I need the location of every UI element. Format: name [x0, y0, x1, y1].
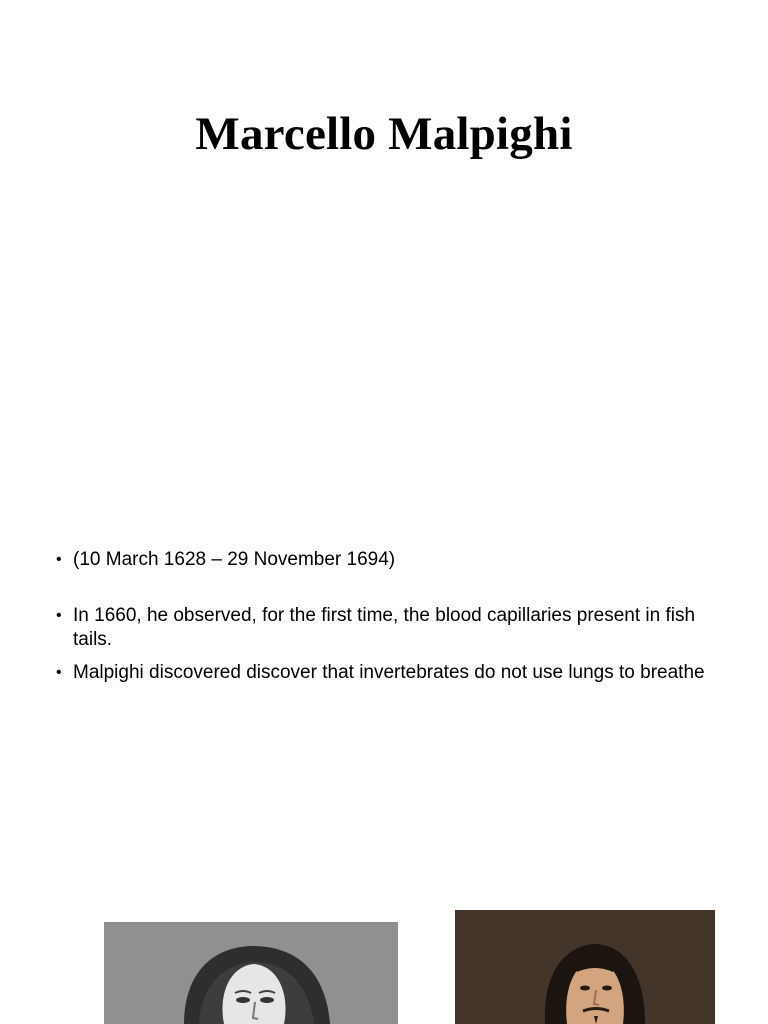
bullet-icon: • — [56, 607, 62, 624]
portrait-painting-image — [455, 910, 715, 1024]
bullet-item — [56, 604, 716, 652]
bullet-icon: • — [56, 664, 62, 681]
bullet-text: Malpighi discovered discover that invertebrates do not use lungs to breathe — [73, 662, 705, 683]
bullet-item — [56, 548, 716, 572]
portrait-painting-image — [455, 910, 715, 1024]
bullet-text: In 1660, he observed, for the first time, the blood capillaries present in fish tails. — [73, 605, 696, 650]
bullet-item — [56, 661, 716, 685]
bullet-list — [56, 548, 716, 685]
bullet-text: (10 March 1628 – 29 November 1694) — [73, 549, 396, 570]
bullet-icon: • — [56, 551, 62, 568]
slide-title: Marcello Malpighi — [195, 108, 573, 160]
portrait-engraving-image — [104, 922, 398, 1024]
portrait-engraving-image — [104, 922, 398, 1024]
